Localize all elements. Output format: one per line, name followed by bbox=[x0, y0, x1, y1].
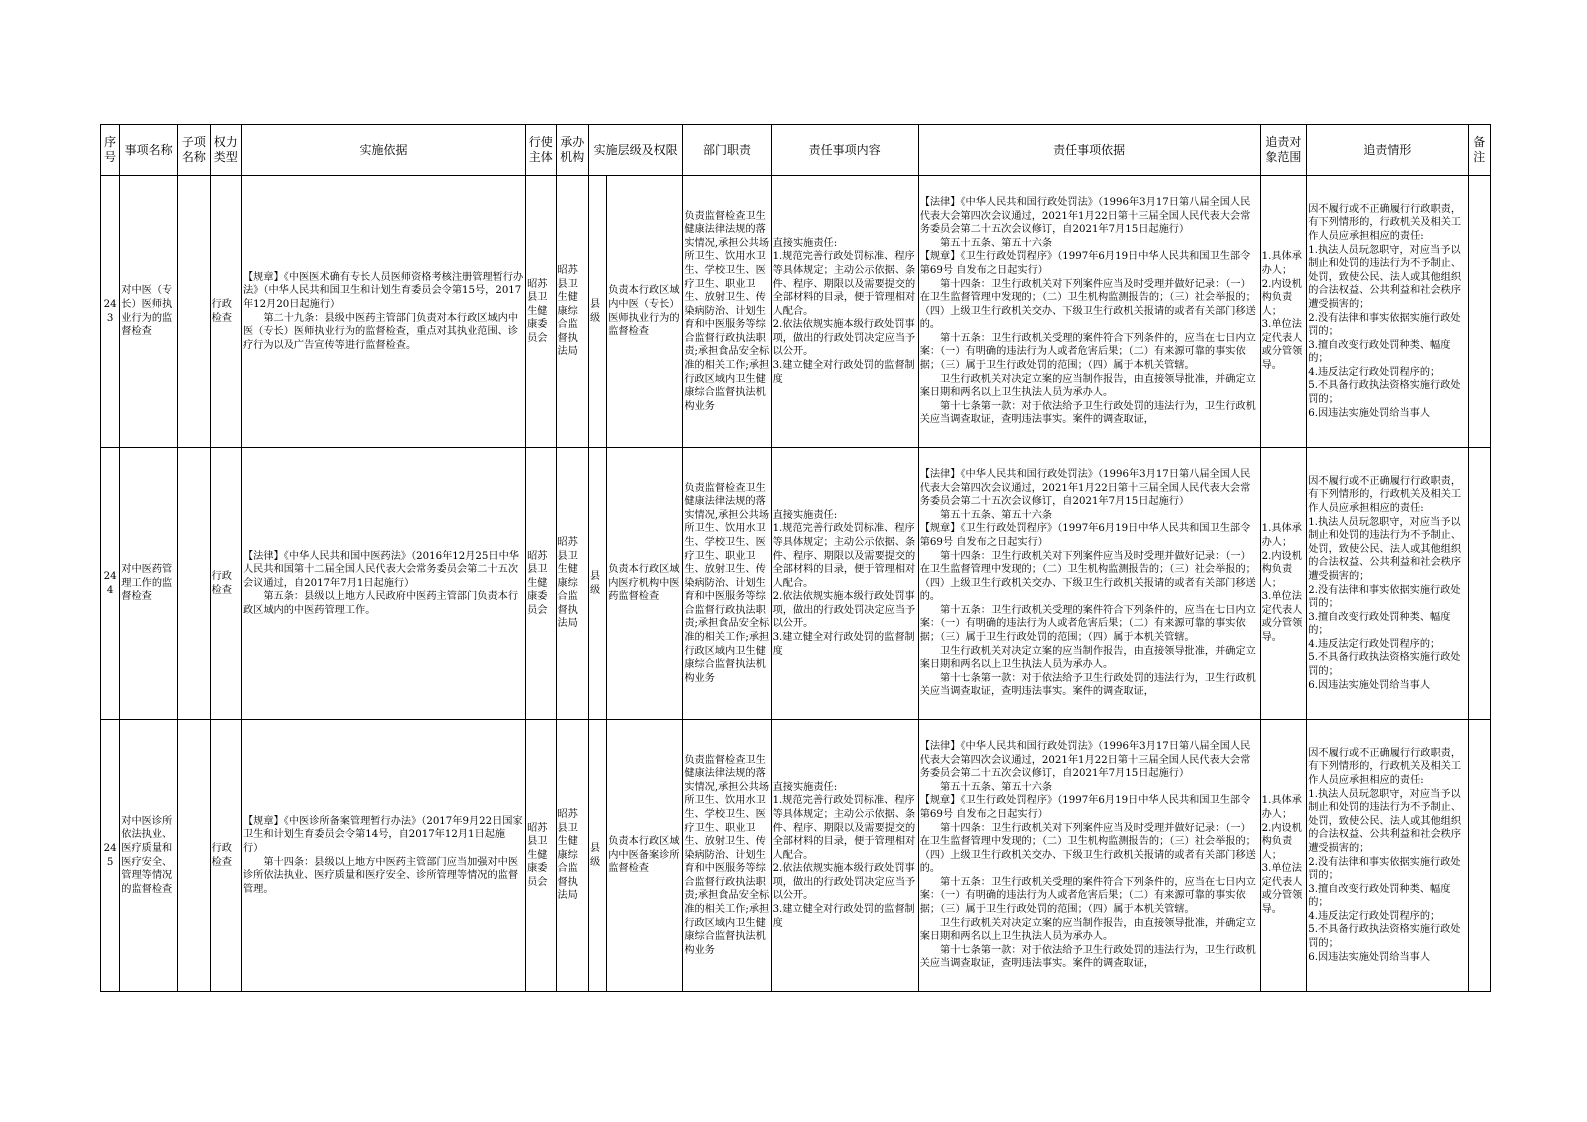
row-remark bbox=[1468, 176, 1490, 448]
row-resp-basis: 【法律】《中华人民共和国行政处罚法》（1996年3月17日第八届全国人民代表大会第四次会议通过，2021年1月22日第十三届全国人民代表大会常务委员会第二十五次会议修订，自2021年7月15日起施行） 第五十五条、第五十六条 【规章】《卫生行政处罚程序》（1997年6月19日中华人民共和国卫生部令第69号 自发布之日起实行） 第十四条：卫生行政机关对下列案件应当及时受理并做好记录：（一）在卫生监督管理中发现的；（二）卫生机构监测报告的；（三）社会举报的；（四）上级卫生行政机关交办、下级卫生行政机关报请的或者有关部门移送的。 第十五条：卫生行政机关受理的案件符合下列条件的，应当在七日内立案：（一）有明确的违法行为人或者危害后果；（二）有来源可靠的事实依据；（三）属于卫生行政处罚的范围；（四）属于本机关管辖。 卫生行政机关对决定立案的应当制作报告，由直接领导批准，并确定立案日期和两名以上卫生执法人员为承办人。 第十七条第一款：对于依法给予卫生行政处罚的违法行为，卫生行政机关应当调查取证，查明违法事实。案件的调查取证， bbox=[919, 196, 1256, 426]
row-subject: 昭苏县卫生健康委员会 bbox=[526, 720, 556, 992]
row-level: 县级 bbox=[588, 176, 606, 448]
row-seq: 245 bbox=[101, 720, 120, 992]
row-basis: 【法律】《中华人民共和国中医药法》（2016年12月25日中华人民共和国第十二届全国人民代表大会常务委员会第二十五次会议通过，自2017年7月1日起施行） 第五条：县级以上地方人民政府中医药主管部门负责本行政区域内的中医药管理工作。 bbox=[241, 448, 525, 720]
row-scope: 1.具体承办人； 2.内设机构负责人； 3.单位法定代表人或分管领导。 bbox=[1260, 720, 1307, 992]
header-scope: 追责对象范围 bbox=[1260, 125, 1307, 176]
row-duty: 负责监督检查卫生健康法律法规的落实情况,承担公共场所卫生、饮用水卫生、学校卫生、医疗卫生、职业卫生、放射卫生、传染病防治、计划生育和中医服务等综合监督行政执法职责;承担食品安全标准的相关工作;承担行政区域内卫生健康综合监督执法机构业务 bbox=[684, 210, 770, 412]
row-basis: 【规章】《中医诊所备案管理暂行办法》（2017年9月22日国家卫生和计划生育委员会令第14号，自2017年12月1日起施行） 第十四条：县级以上地方中医药主管部门应当加强对中医诊所依法执业、医疗质量和医疗安全、诊所管理等情况的监督管理。 bbox=[241, 720, 525, 992]
row-scope: 1.具体承办人； 2.内设机构负责人； 3.单位法定代表人或分管领导。 bbox=[1260, 448, 1307, 720]
header-duty: 部门职责 bbox=[683, 125, 771, 176]
row-level: 县级 bbox=[588, 720, 606, 992]
header-situation: 追责情形 bbox=[1307, 125, 1468, 176]
row-agency: 昭苏县卫生健康综合监督执法局 bbox=[556, 720, 588, 992]
header-power-type: 权力类型 bbox=[210, 125, 241, 176]
row-subject: 昭苏县卫生健康委员会 bbox=[526, 176, 556, 448]
row-sub-item bbox=[178, 720, 210, 992]
header-basis: 实施依据 bbox=[241, 125, 525, 176]
row-subject: 昭苏县卫生健康委员会 bbox=[526, 448, 556, 720]
row-level-desc: 负责本行政区域内医疗机构中医药监督检查 bbox=[607, 448, 683, 720]
row-situation: 因不履行或不正确履行行政职责，有下列情形的，行政机关及相关工作人员应承担相应的责任: 1.执法人员玩忽职守，对应当予以制止和处罚的违法行为不予制止、处罚，致使公民、法人或其他组织的合法权益、公共利益和社会秩序遭受损害的； 2.没有法律和事实依据实施行政处罚的； 3.擅自改变行政处罚种类、幅度的； 4.违反法定行政处罚程序的； 5.不具备行政执法资格实施行政处罚的； 6.因违法实施处罚给当事人 bbox=[1308, 747, 1462, 963]
row-duty: 负责监督检查卫生健康法律法规的落实情况,承担公共场所卫生、饮用水卫生、学校卫生、医疗卫生、职业卫生、放射卫生、传染病防治、计划生育和中医服务等综合监督行政执法职责;承担食品安全标准的相关工作;承担行政区域内卫生健康综合监督执法机构业务 bbox=[684, 482, 770, 684]
row-item-name: 对中医（专长）医师执业行为的监督检查 bbox=[120, 176, 178, 448]
header-resp-basis: 责任事项依据 bbox=[918, 125, 1260, 176]
row-remark bbox=[1468, 448, 1490, 720]
header-seq: 序号 bbox=[101, 125, 120, 176]
header-remark: 备注 bbox=[1468, 125, 1490, 176]
row-scope: 1.具体承办人； 2.内设机构负责人； 3.单位法定代表人或分管领导。 bbox=[1260, 176, 1307, 448]
row-situation: 因不履行或不正确履行行政职责，有下列情形的，行政机关及相关工作人员应承担相应的责任: 1.执法人员玩忽职守，对应当予以制止和处罚的违法行为不予制止、处罚，致使公民、法人或其他组织的合法权益、公共利益和社会秩序遭受损害的； 2.没有法律和事实依据实施行政处罚的； 3.擅自改变行政处罚种类、幅度的； 4.违反法定行政处罚程序的； 5.不具备行政执法资格实施行政处罚的； 6.因违法实施处罚给当事人 bbox=[1308, 203, 1462, 419]
row-item-name: 对中医诊所依法执业、医疗质量和医疗安全、管理等情况的监督检查 bbox=[120, 720, 178, 992]
row-power-type: 行政检查 bbox=[210, 176, 241, 448]
row-sub-item bbox=[178, 176, 210, 448]
row-seq: 244 bbox=[101, 448, 120, 720]
header-subject: 行使主体 bbox=[526, 125, 556, 176]
power-list-table bbox=[100, 124, 1491, 992]
row-resp-content: 直接实施责任: 1.规范完善行政处罚标准、程序等具体规定；主动公示依据、条件、程序、期限以及需要提交的全部材料的目录，便于管理相对人配合。 2.依法依规实施本级行政处罚事项，做出的行政处罚决定应当予以公开。 3.建立健全对行政处罚的监督制度 bbox=[771, 176, 918, 448]
header-row bbox=[101, 125, 1491, 176]
row-power-type: 行政检查 bbox=[210, 448, 241, 720]
row-resp-basis: 【法律】《中华人民共和国行政处罚法》（1996年3月17日第八届全国人民代表大会第四次会议通过，2021年1月22日第十三届全国人民代表大会常务委员会第二十五次会议修订，自2021年7月15日起施行） 第五十五条、第五十六条 【规章】《卫生行政处罚程序》（1997年6月19日中华人民共和国卫生部令第69号 自发布之日起实行） 第十四条：卫生行政机关对下列案件应当及时受理并做好记录：（一）在卫生监督管理中发现的；（二）卫生机构监测报告的；（三）社会举报的；（四）上级卫生行政机关交办、下级卫生行政机关报请的或者有关部门移送的。 第十五条：卫生行政机关受理的案件符合下列条件的，应当在七日内立案：（一）有明确的违法行为人或者危害后果；（二）有来源可靠的事实依据；（三）属于卫生行政处罚的范围；（四）属于本机关管辖。 卫生行政机关对决定立案的应当制作报告，由直接领导批准，并确定立案日期和两名以上卫生执法人员为承办人。 第十七条第一款：对于依法给予卫生行政处罚的违法行为，卫生行政机关应当调查取证，查明违法事实。案件的调查取证， bbox=[919, 468, 1256, 698]
header-agency: 承办机构 bbox=[556, 125, 588, 176]
row-seq: 243 bbox=[101, 176, 120, 448]
row-power-type: 行政检查 bbox=[210, 720, 241, 992]
row-level-desc: 负责本行政区域内中医（专长）医师执业行为的监督检查 bbox=[607, 176, 683, 448]
row-level-desc: 负责本行政区域内中医备案诊所监督检查 bbox=[607, 720, 683, 992]
row-duty: 负责监督检查卫生健康法律法规的落实情况,承担公共场所卫生、饮用水卫生、学校卫生、医疗卫生、职业卫生、放射卫生、传染病防治、计划生育和中医服务等综合监督行政执法职责;承担食品安全标准的相关工作;承担行政区域内卫生健康综合监督执法机构业务 bbox=[684, 754, 770, 956]
row-sub-item bbox=[178, 448, 210, 720]
row-agency: 昭苏县卫生健康综合监督执法局 bbox=[556, 176, 588, 448]
row-agency: 昭苏县卫生健康综合监督执法局 bbox=[556, 448, 588, 720]
row-level: 县级 bbox=[588, 448, 606, 720]
row-remark bbox=[1468, 720, 1490, 992]
header-sub-item: 子项名称 bbox=[178, 125, 210, 176]
row-item-name: 对中医药管理工作的监督检查 bbox=[120, 448, 178, 720]
row-resp-basis: 【法律】《中华人民共和国行政处罚法》（1996年3月17日第八届全国人民代表大会第四次会议通过，2021年1月22日第十三届全国人民代表大会常务委员会第二十五次会议修订，自2021年7月15日起施行） 第五十五条、第五十六条 【规章】《卫生行政处罚程序》（1997年6月19日中华人民共和国卫生部令第69号 自发布之日起实行） 第十四条：卫生行政机关对下列案件应当及时受理并做好记录：（一）在卫生监督管理中发现的；（二）卫生机构监测报告的；（三）社会举报的；（四）上级卫生行政机关交办、下级卫生行政机关报请的或者有关部门移送的。 第十五条：卫生行政机关受理的案件符合下列条件的，应当在七日内立案：（一）有明确的违法行为人或者危害后果；（二）有来源可靠的事实依据；（三）属于卫生行政处罚的范围；（四）属于本机关管辖。 卫生行政机关对决定立案的应当制作报告，由直接领导批准，并确定立案日期和两名以上卫生执法人员为承办人。 第十七条第一款：对于依法给予卫生行政处罚的违法行为，卫生行政机关应当调查取证，查明违法事实。案件的调查取证， bbox=[919, 740, 1256, 970]
header-resp-content: 责任事项内容 bbox=[771, 125, 918, 176]
table-row bbox=[101, 448, 1491, 720]
row-resp-content: 直接实施责任: 1.规范完善行政处罚标准、程序等具体规定；主动公示依据、条件、程序、期限以及需要提交的全部材料的目录，便于管理相对人配合。 2.依法依规实施本级行政处罚事项，做出的行政处罚决定应当予以公开。 3.建立健全对行政处罚的监督制度 bbox=[771, 720, 918, 992]
table-row bbox=[101, 720, 1491, 992]
row-resp-content: 直接实施责任: 1.规范完善行政处罚标准、程序等具体规定；主动公示依据、条件、程序、期限以及需要提交的全部材料的目录，便于管理相对人配合。 2.依法依规实施本级行政处罚事项，做出的行政处罚决定应当予以公开。 3.建立健全对行政处罚的监督制度 bbox=[771, 448, 918, 720]
table-row bbox=[101, 176, 1491, 448]
row-situation: 因不履行或不正确履行行政职责，有下列情形的，行政机关及相关工作人员应承担相应的责任: 1.执法人员玩忽职守，对应当予以制止和处罚的违法行为不予制止、处罚，致使公民、法人或其他组织的合法权益、公共利益和社会秩序遭受损害的； 2.没有法律和事实依据实施行政处罚的； 3.擅自改变行政处罚种类、幅度的； 4.违反法定行政处罚程序的； 5.不具备行政执法资格实施行政处罚的； 6.因违法实施处罚给当事人 bbox=[1308, 475, 1462, 691]
header-level: 实施层级及权限 bbox=[588, 125, 682, 176]
header-item-name: 事项名称 bbox=[120, 125, 178, 176]
row-basis: 【规章】《中医医术确有专长人员医师资格考核注册管理暂行办法》（中华人民共和国卫生和计划生育委员会令第15号，2017年12月20日起施行） 第二十九条：县级中医药主管部门负责对本行政区域内中医（专长）医师执业行为的监督检查，重点对其执业范围、诊疗行为以及广告宣传等进行监督检查。 bbox=[241, 176, 525, 448]
